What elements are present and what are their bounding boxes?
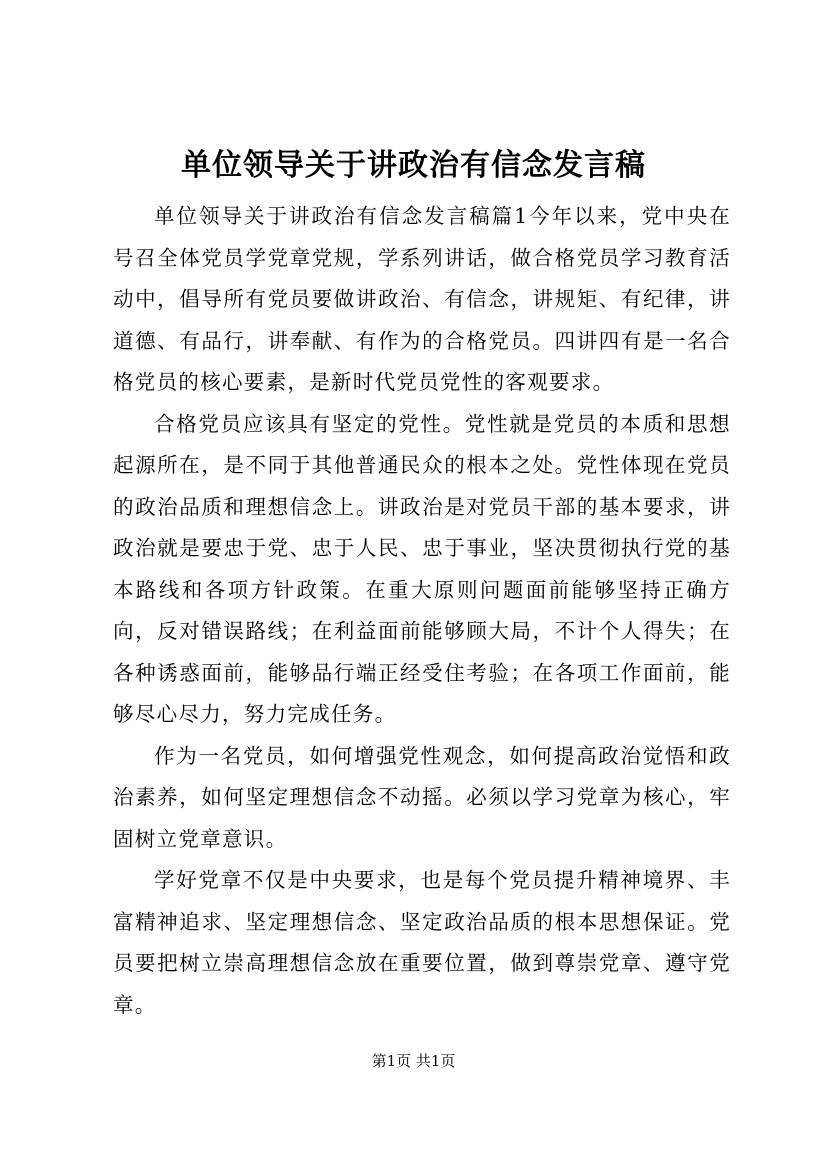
document-body [113,196,731,1026]
paragraph-1: 单位领导关于讲政治有信念发言稿篇1今年以来，党中央在号召全体党员学党章党规，学系列讲话，做合格党员学习教育活动中，倡导所有党员要做讲政治、有信念，讲规矩、有纪律，讲道德、有品行，讲奉献、有作为的合格党员。四讲四有是一名合格党员的核心要素，是新时代党员党性的客观要求。 [113,204,731,394]
page-number-footer: 第1页 共1页 [371,1052,456,1070]
paragraph-4: 学好党章不仅是中央要求，也是每个党员提升精神境界、丰富精神追求、坚定理想信念、坚定政治品质的根本思想保证。党员要把树立崇高理想信念放在重要位置，做到尊崇党章、遵守党章。 [113,868,731,1017]
document-title: 单位领导关于讲政治有信念发言稿 [181,148,646,183]
paragraph-2: 合格党员应该具有坚定的党性。党性就是党员的本质和思想起源所在，是不同于其他普通民众的根本之处。党性体现在党员的政治品质和理想信念上。讲政治是对党员干部的基本要求，讲政治就是要忠于党、忠于人民、忠于事业，坚决贯彻执行党的基本路线和各项方针政策。在重大原则问题面前能够坚持正确方向，反对错误路线；在利益面前能够顾大局，不计个人得失；在各种诱惑面前，能够品行端正经受住考验；在各项工作面前，能够尽心尽力，努力完成任务。 [113,411,731,726]
paragraph-3: 作为一名党员，如何增强党性观念，如何提高政治觉悟和政治素养，如何坚定理想信念不动摇。必须以学习党章为核心，牢固树立党章意识。 [113,743,731,851]
